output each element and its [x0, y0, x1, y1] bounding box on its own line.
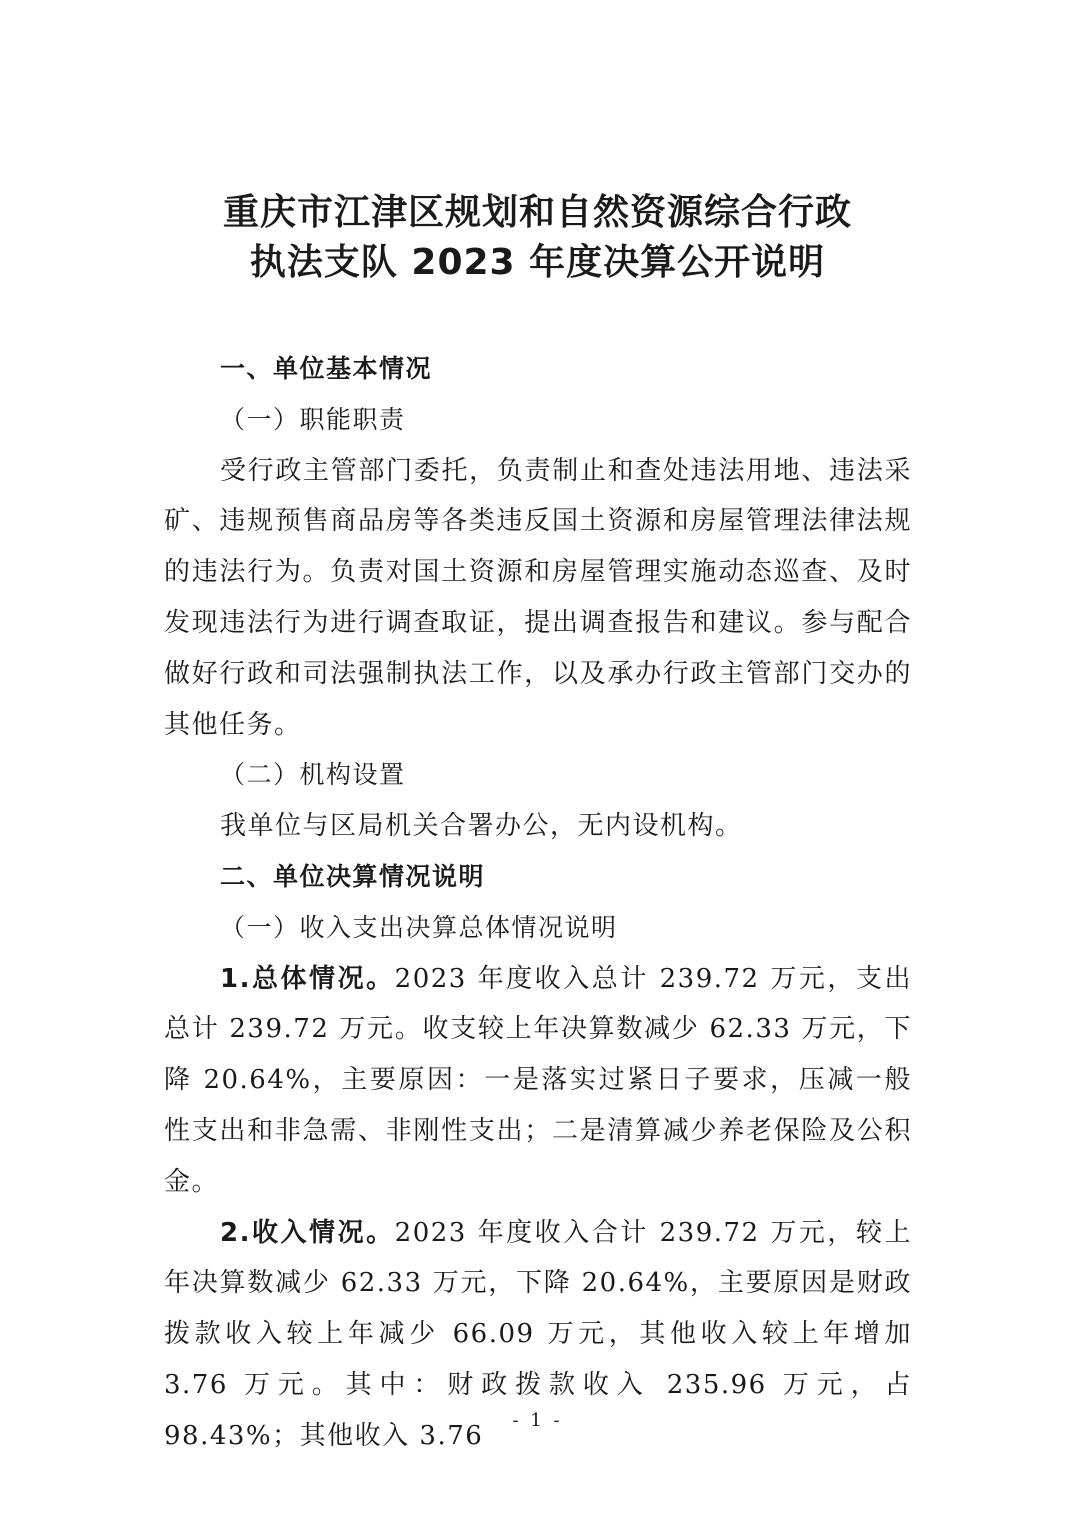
section-heading-basic-info: 一、单位基本情况 [220, 354, 433, 383]
document-body [164, 344, 912, 1462]
paragraph-overall [164, 954, 912, 1208]
subsection-heading-organization: （二）机构设置 [220, 760, 406, 790]
paragraph-organization: 我单位与区局机关合署办公，无内设机构。 [220, 811, 743, 842]
document-title-line1: 重庆市江津区规划和自然资源综合行政 [222, 192, 852, 233]
paragraph-duties: 受行政主管部门委托，负责制止和查处违法用地、违法采矿、违规预售商品房等各类违反国土资源和房屋管理法律法规的违法行为。负责对国土资源和房屋管理实施动态巡查、及时发现违法行为进行调查取证，提出调查报告和建议。参与配合做好行政和司法强制执法工作，以及承办行政主管部门交办的其他任务。 [164, 455, 912, 740]
page-number: - 1 - [512, 1410, 563, 1431]
document-title-line2: 执法支队 2023 年度决算公开说明 [249, 242, 826, 283]
subsection-heading-income-expenditure: （一）收入支出决算总体情况说明 [220, 912, 618, 942]
paragraph-income-text: 2023 年度收入合计 239.72 万元，较上年决算数减少 62.33 万元，下降 20.64%，主要原因是财政拨款收入较上年减少 66.09 万元，其他收入较上年增加 3.76 万元。其中：财政拨款收入 235.96 万元，占 98.43%；其他收入 3.76 [164, 1217, 912, 1451]
section-heading-final-accounts: 二、单位决算情况说明 [220, 861, 486, 891]
subsection-heading-duties: （一）职能职责 [220, 404, 406, 434]
paragraph-income-lead: 2.收入情况。 [220, 1217, 395, 1248]
paragraph-overall-text: 2023 年度收入总计 239.72 万元，支出总计 239.72 万元。收支较上年决算数减少 62.33 万元，下降 20.64%，主要原因：一是落实过紧日子要求，压减一般性支出和非急需、非刚性支出；二是清算减少养老保险及公积金。 [164, 963, 912, 1197]
paragraph-overall-lead: 1.总体情况。 [220, 963, 395, 994]
